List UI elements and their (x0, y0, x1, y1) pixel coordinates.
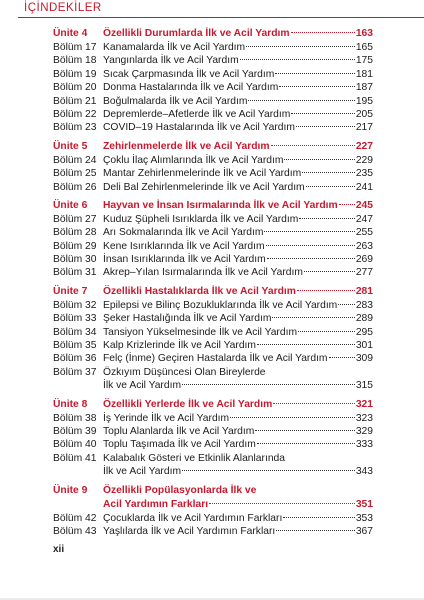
chapter-number: Bölüm 32 (53, 299, 97, 311)
chapter-number: Bölüm 22 (53, 108, 97, 120)
toc-unit-heading[interactable] (53, 27, 373, 41)
toc-chapter[interactable] (53, 240, 373, 253)
toc-unit-heading[interactable] (53, 140, 373, 154)
chapter-title: Depremlerde–Afetlerde İlk ve Acil Yardım (103, 108, 291, 120)
chapter-page: 367 (355, 525, 373, 537)
dot-leader (284, 159, 354, 160)
toc-chapter[interactable] (53, 438, 373, 451)
chapter-title: Mantar Zehirlenmelerinde İlk ve Acil Yardım (103, 168, 302, 180)
toc-chapter[interactable] (53, 452, 373, 465)
chapter-title: Şeker Hastalığında İlk ve Acil Yardım (103, 313, 272, 325)
unit-number: Ünite 6 (53, 199, 88, 211)
toc-chapter[interactable] (53, 253, 373, 266)
toc-unit (53, 285, 373, 393)
chapter-page: 175 (355, 55, 373, 67)
chapter-title-cont: İlk ve Acil Yardım (103, 466, 182, 478)
dot-leader (209, 503, 355, 504)
chapter-title: Çoklu İlaç Alımlarında İlk ve Acil Yardım (103, 154, 284, 166)
chapter-number: Bölüm 31 (53, 267, 97, 279)
chapter-number: Bölüm 29 (53, 240, 97, 252)
toc-chapter[interactable] (53, 213, 373, 226)
toc-unit-heading[interactable] (53, 484, 373, 498)
unit-page: 351 (355, 498, 373, 510)
dot-leader (283, 517, 355, 518)
unit-title: Özellikli Durumlarda İlk ve Acil Yardım (103, 28, 290, 39)
header-rule (18, 17, 424, 18)
chapter-title: Toplu Alanlarda İlk ve Acil Yardım (103, 425, 255, 437)
chapter-number: Bölüm 26 (53, 181, 97, 193)
chapter-title: Boğulmalarda İlk ve Acil Yardım (103, 95, 248, 107)
chapter-title: Kanamalarda İlk ve Acil Yardım (103, 42, 246, 53)
chapter-number: Bölüm 19 (53, 68, 97, 80)
toc-chapter-cont[interactable] (53, 379, 373, 392)
chapter-number: Bölüm 39 (53, 425, 97, 437)
chapter-title: İnsan Isırıklarında İlk ve Acil Yardım (103, 254, 266, 266)
unit-page: 321 (355, 398, 373, 410)
dot-leader (271, 145, 355, 146)
dot-leader (291, 113, 354, 114)
toc-unit-heading[interactable] (53, 285, 373, 299)
chapter-page: 309 (355, 353, 373, 365)
chapter-page: 277 (355, 267, 373, 279)
chapter-number: Bölüm 21 (53, 95, 97, 107)
toc-unit (53, 398, 373, 479)
dot-leader (297, 290, 355, 291)
toc-chapter[interactable] (53, 54, 373, 67)
chapter-title: Felç (İnme) Geçiren Hastalarda İlk ve Acil Yardım (103, 353, 328, 365)
unit-number: Ünite 8 (53, 398, 88, 410)
toc-chapter[interactable] (53, 312, 373, 325)
dot-leader (240, 59, 355, 60)
toc-chapter[interactable] (53, 121, 373, 134)
chapter-page: 289 (355, 313, 373, 325)
unit-page: 227 (355, 140, 373, 152)
chapter-number: Bölüm 17 (53, 42, 97, 53)
chapter-number: Bölüm 18 (53, 55, 97, 67)
toc-chapter[interactable] (53, 226, 373, 239)
toc-unit (53, 140, 373, 194)
dot-leader (276, 530, 355, 531)
dot-leader (257, 344, 355, 345)
dot-leader (304, 271, 355, 272)
toc-chapter[interactable] (53, 167, 373, 180)
chapter-page: 283 (355, 299, 373, 311)
chapter-number: Bölüm 35 (53, 340, 97, 352)
chapter-page: 295 (355, 326, 373, 338)
toc-chapter[interactable] (53, 366, 373, 379)
chapter-title: Kuduz Şüpheli Isırıklarda İlk ve Acil Yardım (103, 213, 299, 225)
unit-page: 245 (355, 199, 373, 211)
toc-chapter[interactable] (53, 154, 373, 167)
toc-unit-heading-cont[interactable] (53, 498, 373, 512)
chapter-title: Akrep–Yılan Isırmalarında İlk ve Acil Yardım (103, 267, 303, 279)
unit-number: Ünite 9 (53, 484, 88, 496)
chapter-page: 323 (355, 412, 373, 424)
unit-number: Ünite 7 (53, 285, 88, 297)
chapter-number: Bölüm 43 (53, 525, 97, 537)
chapter-page: 205 (355, 108, 373, 120)
dot-leader (248, 100, 354, 101)
chapter-number: Bölüm 41 (53, 452, 97, 464)
page-number: xii (53, 544, 65, 555)
toc-chapter[interactable] (53, 95, 373, 108)
toc-chapter[interactable] (53, 81, 373, 94)
chapter-title: Epilepsi ve Bilinç Bozukluklarında İlk ve Acil Yardım (103, 299, 338, 311)
chapter-page: 301 (355, 340, 373, 352)
chapter-number: Bölüm 38 (53, 412, 97, 424)
toc-chapter[interactable] (53, 299, 373, 312)
unit-page: 281 (355, 285, 373, 297)
dot-leader (182, 384, 355, 385)
unit-title: Hayvan ve İnsan Isırmalarında İlk ve Acil Yardım (103, 199, 338, 211)
chapter-number: Bölüm 24 (53, 154, 97, 166)
chapter-number: Bölüm 34 (53, 326, 97, 338)
toc-unit-heading[interactable] (53, 398, 373, 412)
dot-leader (230, 417, 355, 418)
toc-unit (53, 199, 373, 280)
unit-title: Özellikli Yerlerde İlk ve Acil Yardım (103, 398, 273, 410)
chapter-page: 217 (355, 122, 373, 134)
dot-leader (272, 317, 354, 318)
dot-leader (257, 443, 355, 444)
unit-title: Özellikli Hastalıklarda İlk ve Acil Yardım (103, 285, 296, 297)
chapter-title: Kene Isırıklarında İlk ve Acil Yardım (103, 240, 265, 252)
dot-leader (255, 430, 355, 431)
chapter-number: Bölüm 30 (53, 254, 97, 266)
table-of-contents (53, 27, 373, 543)
toc-chapter[interactable] (53, 425, 373, 438)
chapter-page: 343 (355, 466, 373, 478)
dot-leader (302, 172, 355, 173)
dot-leader (246, 46, 355, 47)
chapter-page: 181 (355, 68, 373, 80)
toc-chapter[interactable] (53, 412, 373, 425)
chapter-title: Sıcak Çarpmasında İlk ve Acil Yardım (103, 68, 275, 80)
toc-chapter[interactable] (53, 339, 373, 352)
chapter-title: Kalabalık Gösteri ve Etkinlik Alanlarında (103, 452, 286, 464)
chapter-number: Bölüm 42 (53, 512, 97, 524)
chapter-page: 247 (355, 213, 373, 225)
chapter-page: 315 (355, 380, 373, 392)
page-header (18, 0, 424, 26)
dot-leader (298, 331, 355, 332)
chapter-page: 269 (355, 254, 373, 266)
toc-chapter[interactable] (53, 525, 373, 538)
chapter-number: Bölüm 36 (53, 353, 97, 365)
dot-leader (275, 73, 355, 74)
unit-title-cont: Acil Yardımın Farkları (103, 498, 209, 510)
page-title: İÇİNDEKİLER (24, 2, 102, 14)
toc-chapter-cont[interactable] (53, 465, 373, 478)
chapter-page: 333 (355, 439, 373, 451)
dot-leader (329, 357, 355, 358)
chapter-number: Bölüm 40 (53, 439, 97, 451)
chapter-number: Bölüm 28 (53, 227, 97, 239)
unit-page: 163 (355, 28, 373, 39)
chapter-page: 187 (355, 82, 373, 94)
chapter-title: Yangınlarda İlk ve Acil Yardım (103, 55, 239, 67)
chapter-title: Kalp Krizlerinde İlk ve Acil Yardım (103, 340, 256, 352)
toc-unit-heading[interactable] (53, 199, 373, 213)
chapter-title: Toplu Taşımada İlk ve Acil Yardım (103, 439, 256, 451)
dot-leader (291, 32, 355, 33)
chapter-number: Bölüm 33 (53, 313, 97, 325)
chapter-page: 255 (355, 227, 373, 239)
toc-unit (53, 27, 373, 135)
dot-leader (267, 258, 355, 259)
chapter-number: Bölüm 23 (53, 122, 97, 134)
toc-chapter[interactable] (53, 512, 373, 525)
chapter-title: Çocuklarda İlk ve Acil Yardımın Farkları (103, 512, 283, 524)
chapter-title: Özkıyım Düşüncesi Olan Bireylerde (103, 366, 266, 378)
dot-leader (182, 470, 355, 471)
chapter-title: Arı Sokmalarında İlk ve Acil Yardım (103, 227, 264, 239)
unit-title: Özellikli Popülasyonlarda İlk ve (103, 484, 257, 496)
chapter-page: 241 (355, 181, 373, 193)
toc-unit (53, 484, 373, 539)
toc-chapter[interactable] (53, 266, 373, 279)
dot-leader (299, 218, 354, 219)
chapter-page: 353 (355, 512, 373, 524)
dot-leader (279, 86, 354, 87)
dot-leader (339, 204, 355, 205)
chapter-number: Bölüm 25 (53, 168, 97, 180)
toc-chapter[interactable] (53, 108, 373, 121)
dot-leader (338, 304, 355, 305)
chapter-title: COVID–19 Hastalarında İlk ve Acil Yardım (103, 122, 295, 134)
unit-title: Zehirlenmelerde İlk ve Acil Yardım (103, 140, 270, 152)
chapter-title: İş Yerinde İlk ve Acil Yardım (103, 412, 230, 424)
toc-chapter[interactable] (53, 41, 373, 54)
chapter-page: 229 (355, 154, 373, 166)
toc-chapter[interactable] (53, 352, 373, 365)
chapter-page: 195 (355, 95, 373, 107)
chapter-number: Bölüm 20 (53, 82, 97, 94)
dot-leader (264, 231, 354, 232)
chapter-title: Yaşlılarda İlk ve Acil Yardımın Farkları (103, 525, 276, 537)
chapter-number: Bölüm 37 (53, 366, 97, 378)
dot-leader (266, 245, 355, 246)
chapter-title-cont: İlk ve Acil Yardım (103, 380, 182, 392)
chapter-title: Donma Hastalarında İlk ve Acil Yardım (103, 82, 279, 94)
toc-chapter[interactable] (53, 181, 373, 194)
chapter-page: 165 (355, 42, 373, 53)
unit-number: Ünite 5 (53, 140, 88, 152)
chapter-title: Deli Bal Zehirlenmelerinde İlk ve Acil Yardım (103, 181, 305, 193)
chapter-page: 329 (355, 425, 373, 437)
unit-number: Ünite 4 (53, 28, 88, 39)
chapter-title: Tansiyon Yükselmesinde İlk ve Acil Yardım (103, 326, 298, 338)
chapter-page: 235 (355, 168, 373, 180)
chapter-page: 263 (355, 240, 373, 252)
dot-leader (296, 126, 355, 127)
toc-chapter[interactable] (53, 68, 373, 81)
dot-leader (306, 186, 355, 187)
chapter-number: Bölüm 27 (53, 213, 97, 225)
dot-leader (273, 403, 355, 404)
toc-chapter[interactable] (53, 326, 373, 339)
